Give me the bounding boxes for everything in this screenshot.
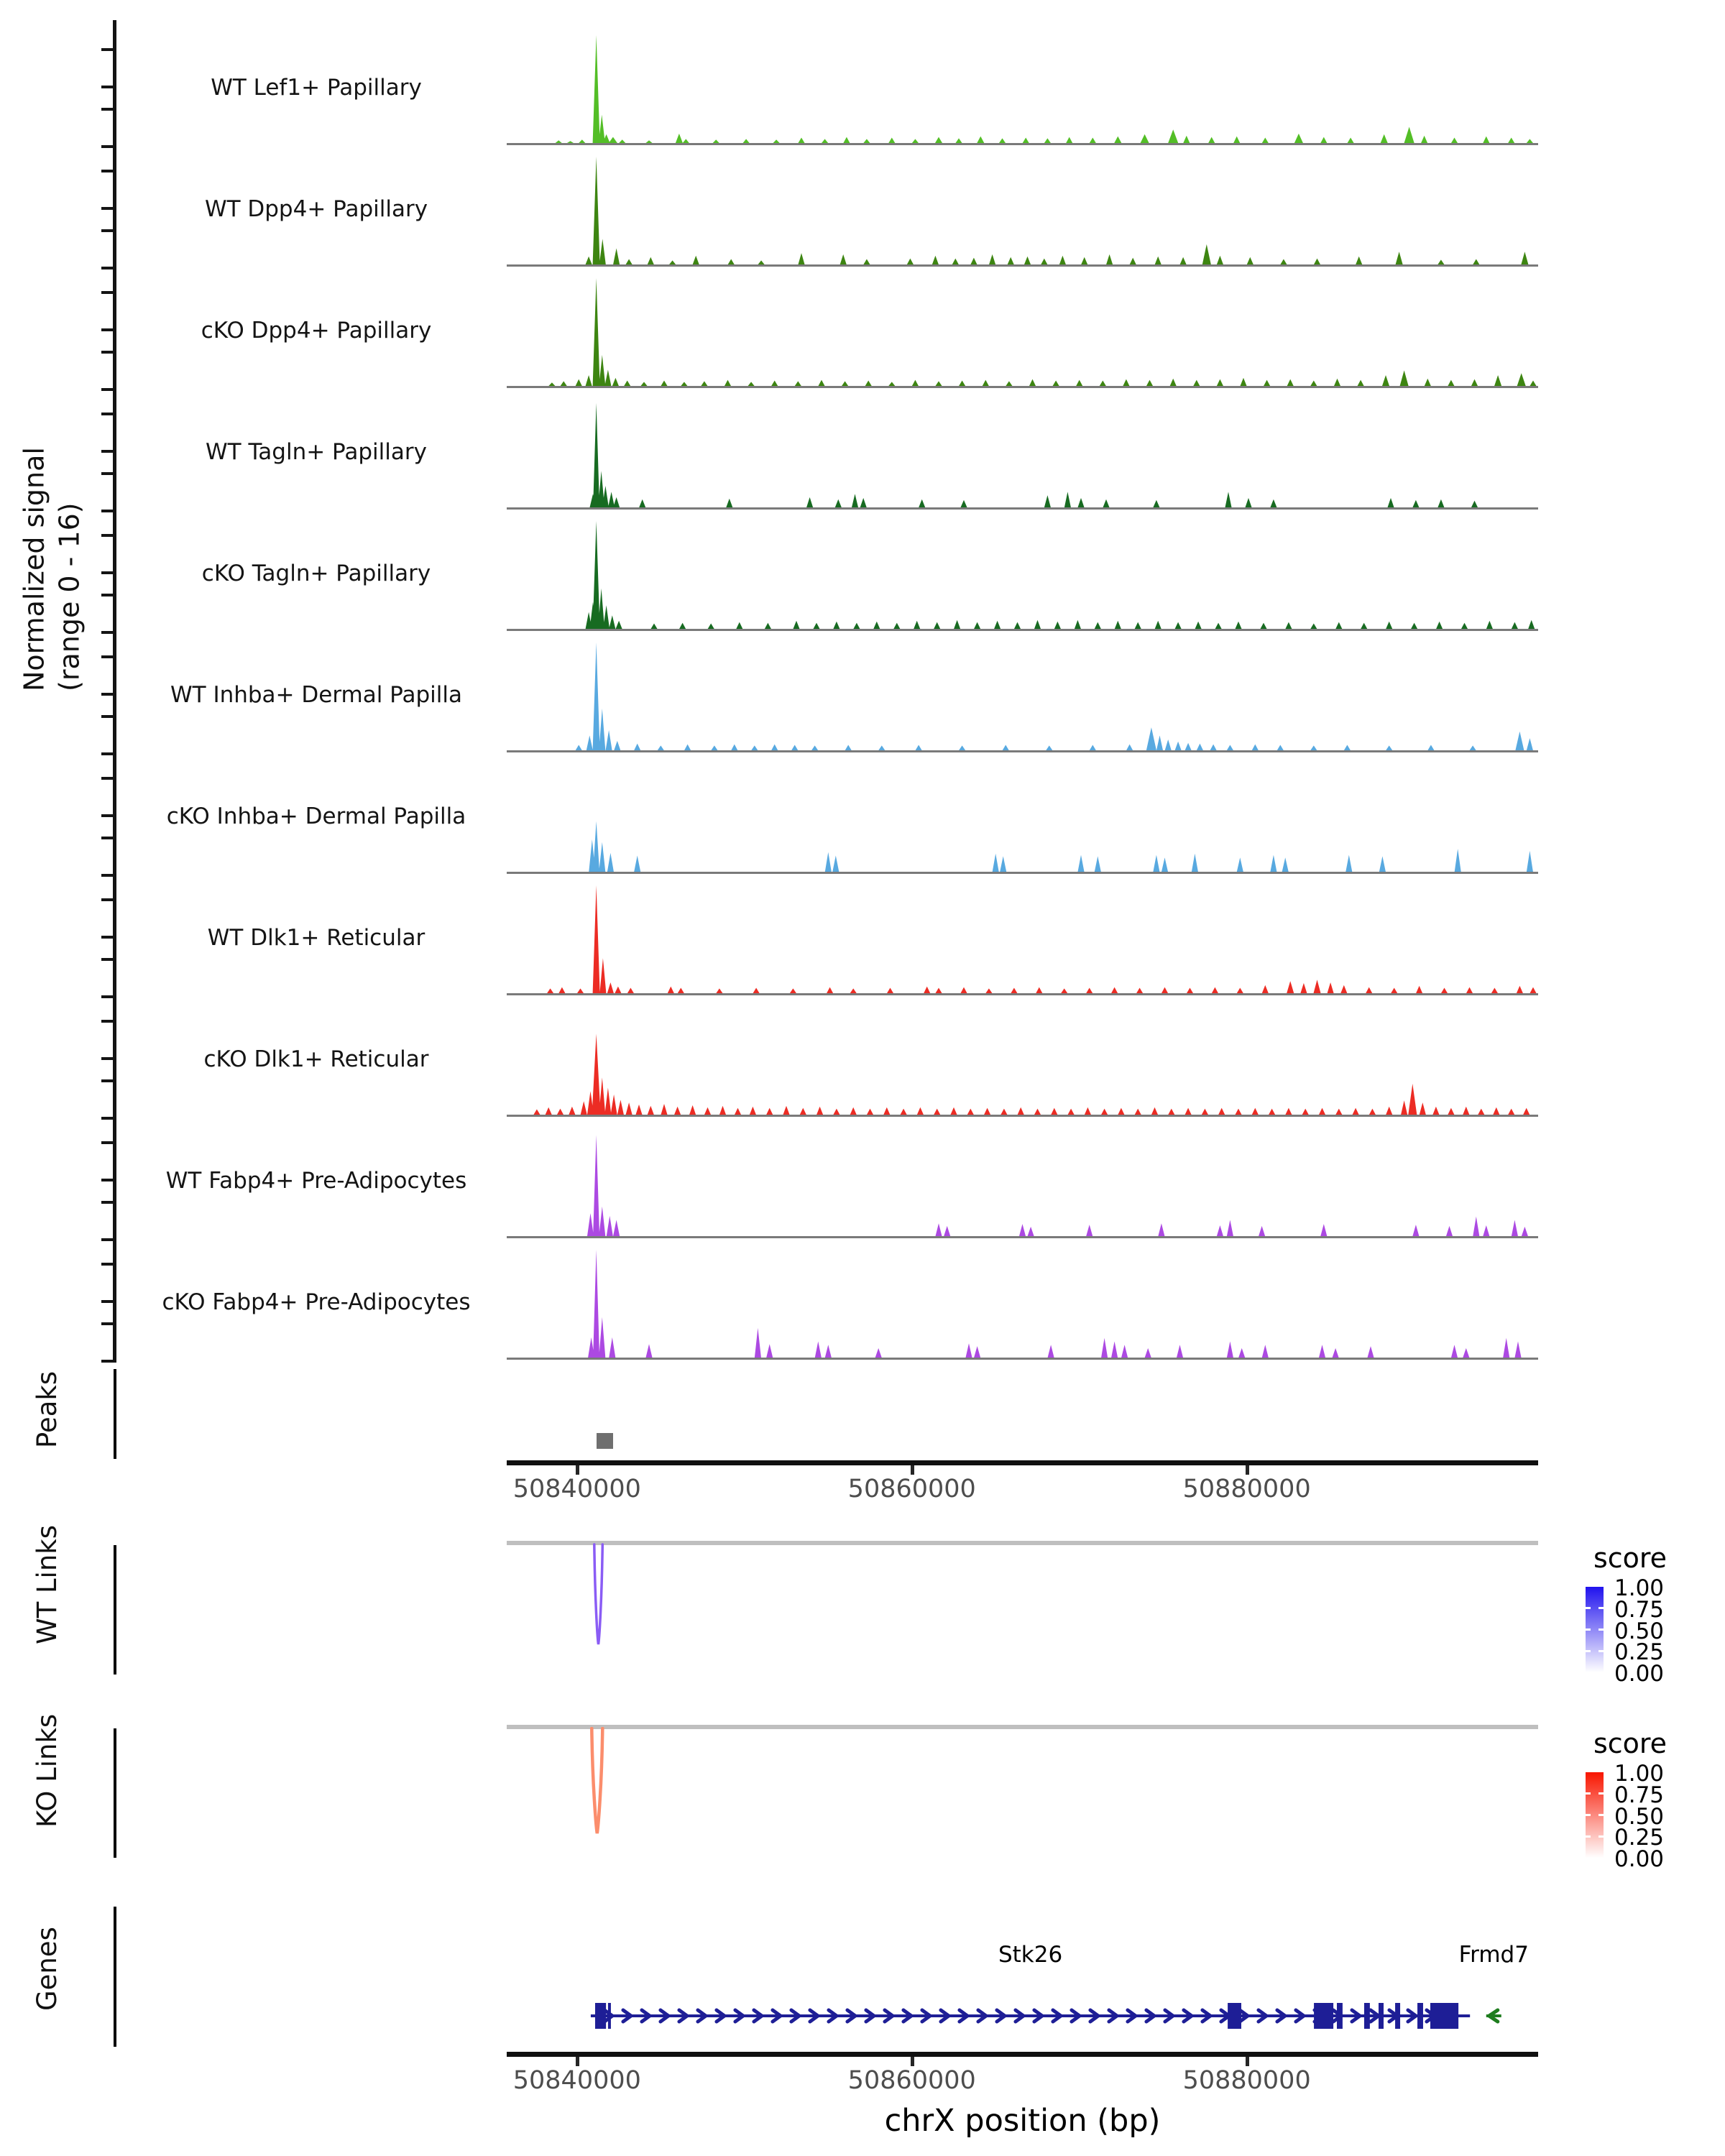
coverage-track [507, 755, 1538, 876]
score-legend-tick-label: 0.25 [1614, 1825, 1665, 1851]
signal-axis-tick [101, 108, 114, 111]
score-legend-tick-label: 1.00 [1614, 1575, 1665, 1601]
signal-axis-tick [101, 170, 114, 172]
signal-axis-tick [101, 413, 114, 415]
signal-axis-tick [101, 655, 114, 658]
score-bar-tick [1598, 1814, 1604, 1816]
signal-axis-tick [101, 958, 114, 961]
score-bar-tick [1586, 1792, 1591, 1795]
signal-axis-tick [101, 534, 114, 537]
signal-axis-tick [101, 752, 114, 755]
ko-score-legend [1545, 1728, 1725, 1915]
score-bar-tick [1598, 1792, 1604, 1795]
coverage-track [507, 390, 1538, 512]
gene-name-label: Stk26 [998, 1942, 1063, 1968]
track-label: cKO Fabp4+ Pre-Adipocytes [162, 1289, 471, 1315]
genome-axis-tick [911, 1465, 914, 1475]
signal-axis-tick [101, 1057, 114, 1060]
signal-axis-tick [101, 510, 114, 512]
genome-axis-tick-label: 50880000 [1182, 1475, 1311, 1503]
score-legend-tick-label: 0.75 [1614, 1596, 1665, 1623]
genes-section-label: Genes [32, 1927, 63, 2011]
track-label: WT Dpp4+ Papillary [204, 196, 428, 222]
signal-axis-tick [101, 1179, 114, 1181]
signal-axis-tick [101, 1300, 114, 1303]
signal-axis-tick [101, 1238, 114, 1241]
genome-axis-tick-label: 50880000 [1182, 2066, 1311, 2095]
coverage-track [507, 512, 1538, 633]
score-bar-tick [1586, 1607, 1591, 1609]
genome-axis-tick [576, 1465, 579, 1475]
genes-section-bracket [114, 1907, 116, 2047]
signal-axis-tick [101, 229, 114, 232]
signal-axis-tick [101, 571, 114, 574]
genome-axis-tick [911, 2057, 914, 2066]
signal-axis-tick [101, 1020, 114, 1023]
track-label: cKO Tagln+ Papillary [201, 561, 431, 586]
signal-axis-tick [101, 1079, 114, 1082]
score-legend-tick-label: 0.50 [1614, 1803, 1665, 1830]
score-bar-tick [1598, 1835, 1604, 1838]
wt-links-section-bracket [114, 1545, 116, 1674]
signal-axis-tick [101, 777, 114, 780]
signal-axis-tick [101, 472, 114, 475]
genome-axis-tick [576, 2057, 579, 2066]
score-bar-tick [1586, 1814, 1591, 1816]
wt-score-legend [1545, 1542, 1725, 1729]
signal-axis-tick [101, 594, 114, 596]
signal-axis-tick [101, 1117, 114, 1120]
signal-axis-tick [101, 874, 114, 877]
genome-axis-tick [1246, 2057, 1249, 2066]
track-label: WT Fabp4+ Pre-Adipocytes [165, 1168, 467, 1194]
signal-axis-tick [101, 1322, 114, 1325]
signal-axis-tick [101, 351, 114, 354]
genome-axis-tick-label: 50860000 [847, 1475, 976, 1503]
track-label: WT Inhba+ Dermal Papilla [170, 682, 462, 708]
wt-links-section-label: WT Links [32, 1525, 63, 1644]
genome-axis-tick-label: 50840000 [512, 1475, 641, 1503]
signal-axis-tick [101, 267, 114, 270]
signal-axis-tick [101, 207, 114, 210]
signal-axis-tick [101, 715, 114, 718]
track-label: WT Lef1+ Papillary [211, 75, 422, 101]
signal-axis-tick [101, 995, 114, 998]
genome-axis-tick-label: 50860000 [847, 2066, 976, 2095]
peaks-section-bracket [114, 1369, 116, 1459]
ko-score-gradient-bar [1586, 1772, 1604, 1858]
signal-axis-tick [101, 1141, 114, 1144]
score-bar-tick [1598, 1650, 1604, 1652]
signal-axis-tick [101, 86, 114, 88]
coverage-track [507, 26, 1538, 147]
track-label: cKO Inhba+ Dermal Papilla [166, 803, 466, 829]
genome-axis-line [507, 1460, 1538, 1465]
signal-axis-tick [101, 48, 114, 51]
signal-y-axis [113, 20, 116, 1363]
score-bar-tick [1598, 1628, 1604, 1631]
coverage-track [507, 1240, 1538, 1362]
peak-region-box [597, 1433, 613, 1449]
link-arc [507, 1543, 1538, 1662]
signal-axis-tick [101, 814, 114, 817]
score-legend-tick-label: 0.00 [1614, 1661, 1665, 1687]
coverage-track [507, 147, 1538, 269]
signal-axis-tick [101, 388, 114, 391]
signal-axis-tick [101, 1360, 114, 1363]
wt-score-legend-title: score [1593, 1542, 1668, 1574]
signal-axis-tick [101, 450, 114, 453]
signal-axis-tick [101, 1201, 114, 1204]
score-bar-tick [1586, 1628, 1591, 1631]
signal-axis-tick [101, 291, 114, 294]
wt-score-gradient-bar [1586, 1587, 1604, 1672]
genome-axis-tick-label: 50840000 [512, 2066, 641, 2095]
x-axis-title: chrX position (bp) [884, 2103, 1161, 2139]
score-bar-tick [1586, 1650, 1591, 1652]
gene-name-label: Frmd7 [1458, 1942, 1529, 1968]
signal-axis-tick [101, 936, 114, 939]
genome-browser-figure: Normalized signal (range 0 - 16) WT Lef1+ Papillary WT Dpp4+ Papillary cKO Dpp4+ Papillary WT Tagln+ Papillary cKO Tagln+ Papillary WT Inhba+ Dermal Papilla cKO Inhba+ Dermal Papilla WT Dlk1+ Reticular cKO Dlk1+ Reticular WT Fabp4+ Pre-Adipocytes cKO Fabp4+ Pre-Adipocytes Peaks 50840000 50860000 50880000 50840000 50860000 50880000 WT Links KO Links score 1.00 0.75 0.50 0.25 0.00 score 1.00 0.75 0.50 0.25 0.00 Genes Stk26 Frmd7 chrX position (bp) [0, 0, 1725, 2156]
signal-axis-tick [101, 1263, 114, 1266]
track-label: cKO Dpp4+ Papillary [201, 318, 432, 344]
track-label: WT Dlk1+ Reticular [207, 925, 426, 951]
signal-axis-tick [101, 328, 114, 331]
score-bar-tick [1598, 1607, 1604, 1609]
ko-links-section-label: KO Links [32, 1713, 63, 1828]
score-legend-tick-label: 0.75 [1614, 1782, 1665, 1808]
peaks-section-label: Peaks [32, 1370, 63, 1448]
ko-score-legend-title: score [1593, 1728, 1668, 1759]
genome-axis-line [507, 2052, 1538, 2057]
track-label: cKO Dlk1+ Reticular [203, 1046, 429, 1072]
coverage-track [507, 633, 1538, 755]
signal-axis-tick [101, 631, 114, 634]
signal-axis-tick [101, 693, 114, 696]
coverage-track [507, 998, 1538, 1119]
coverage-track [507, 1119, 1538, 1240]
coverage-track [507, 876, 1538, 998]
signal-axis-tick [101, 837, 114, 839]
score-legend-tick-label: 0.00 [1614, 1846, 1665, 1872]
signal-axis-tick [101, 145, 114, 148]
signal-axis-tick [101, 898, 114, 901]
link-arc [507, 1727, 1538, 1853]
ko-links-section-bracket [114, 1728, 116, 1858]
score-bar-tick [1586, 1835, 1591, 1838]
score-legend-tick-label: 1.00 [1614, 1761, 1665, 1787]
score-legend-tick-label: 0.50 [1614, 1618, 1665, 1644]
genome-axis-tick [1246, 1465, 1249, 1475]
score-legend-tick-label: 0.25 [1614, 1639, 1665, 1666]
coverage-track [507, 269, 1538, 390]
track-label: WT Tagln+ Papillary [206, 439, 427, 465]
